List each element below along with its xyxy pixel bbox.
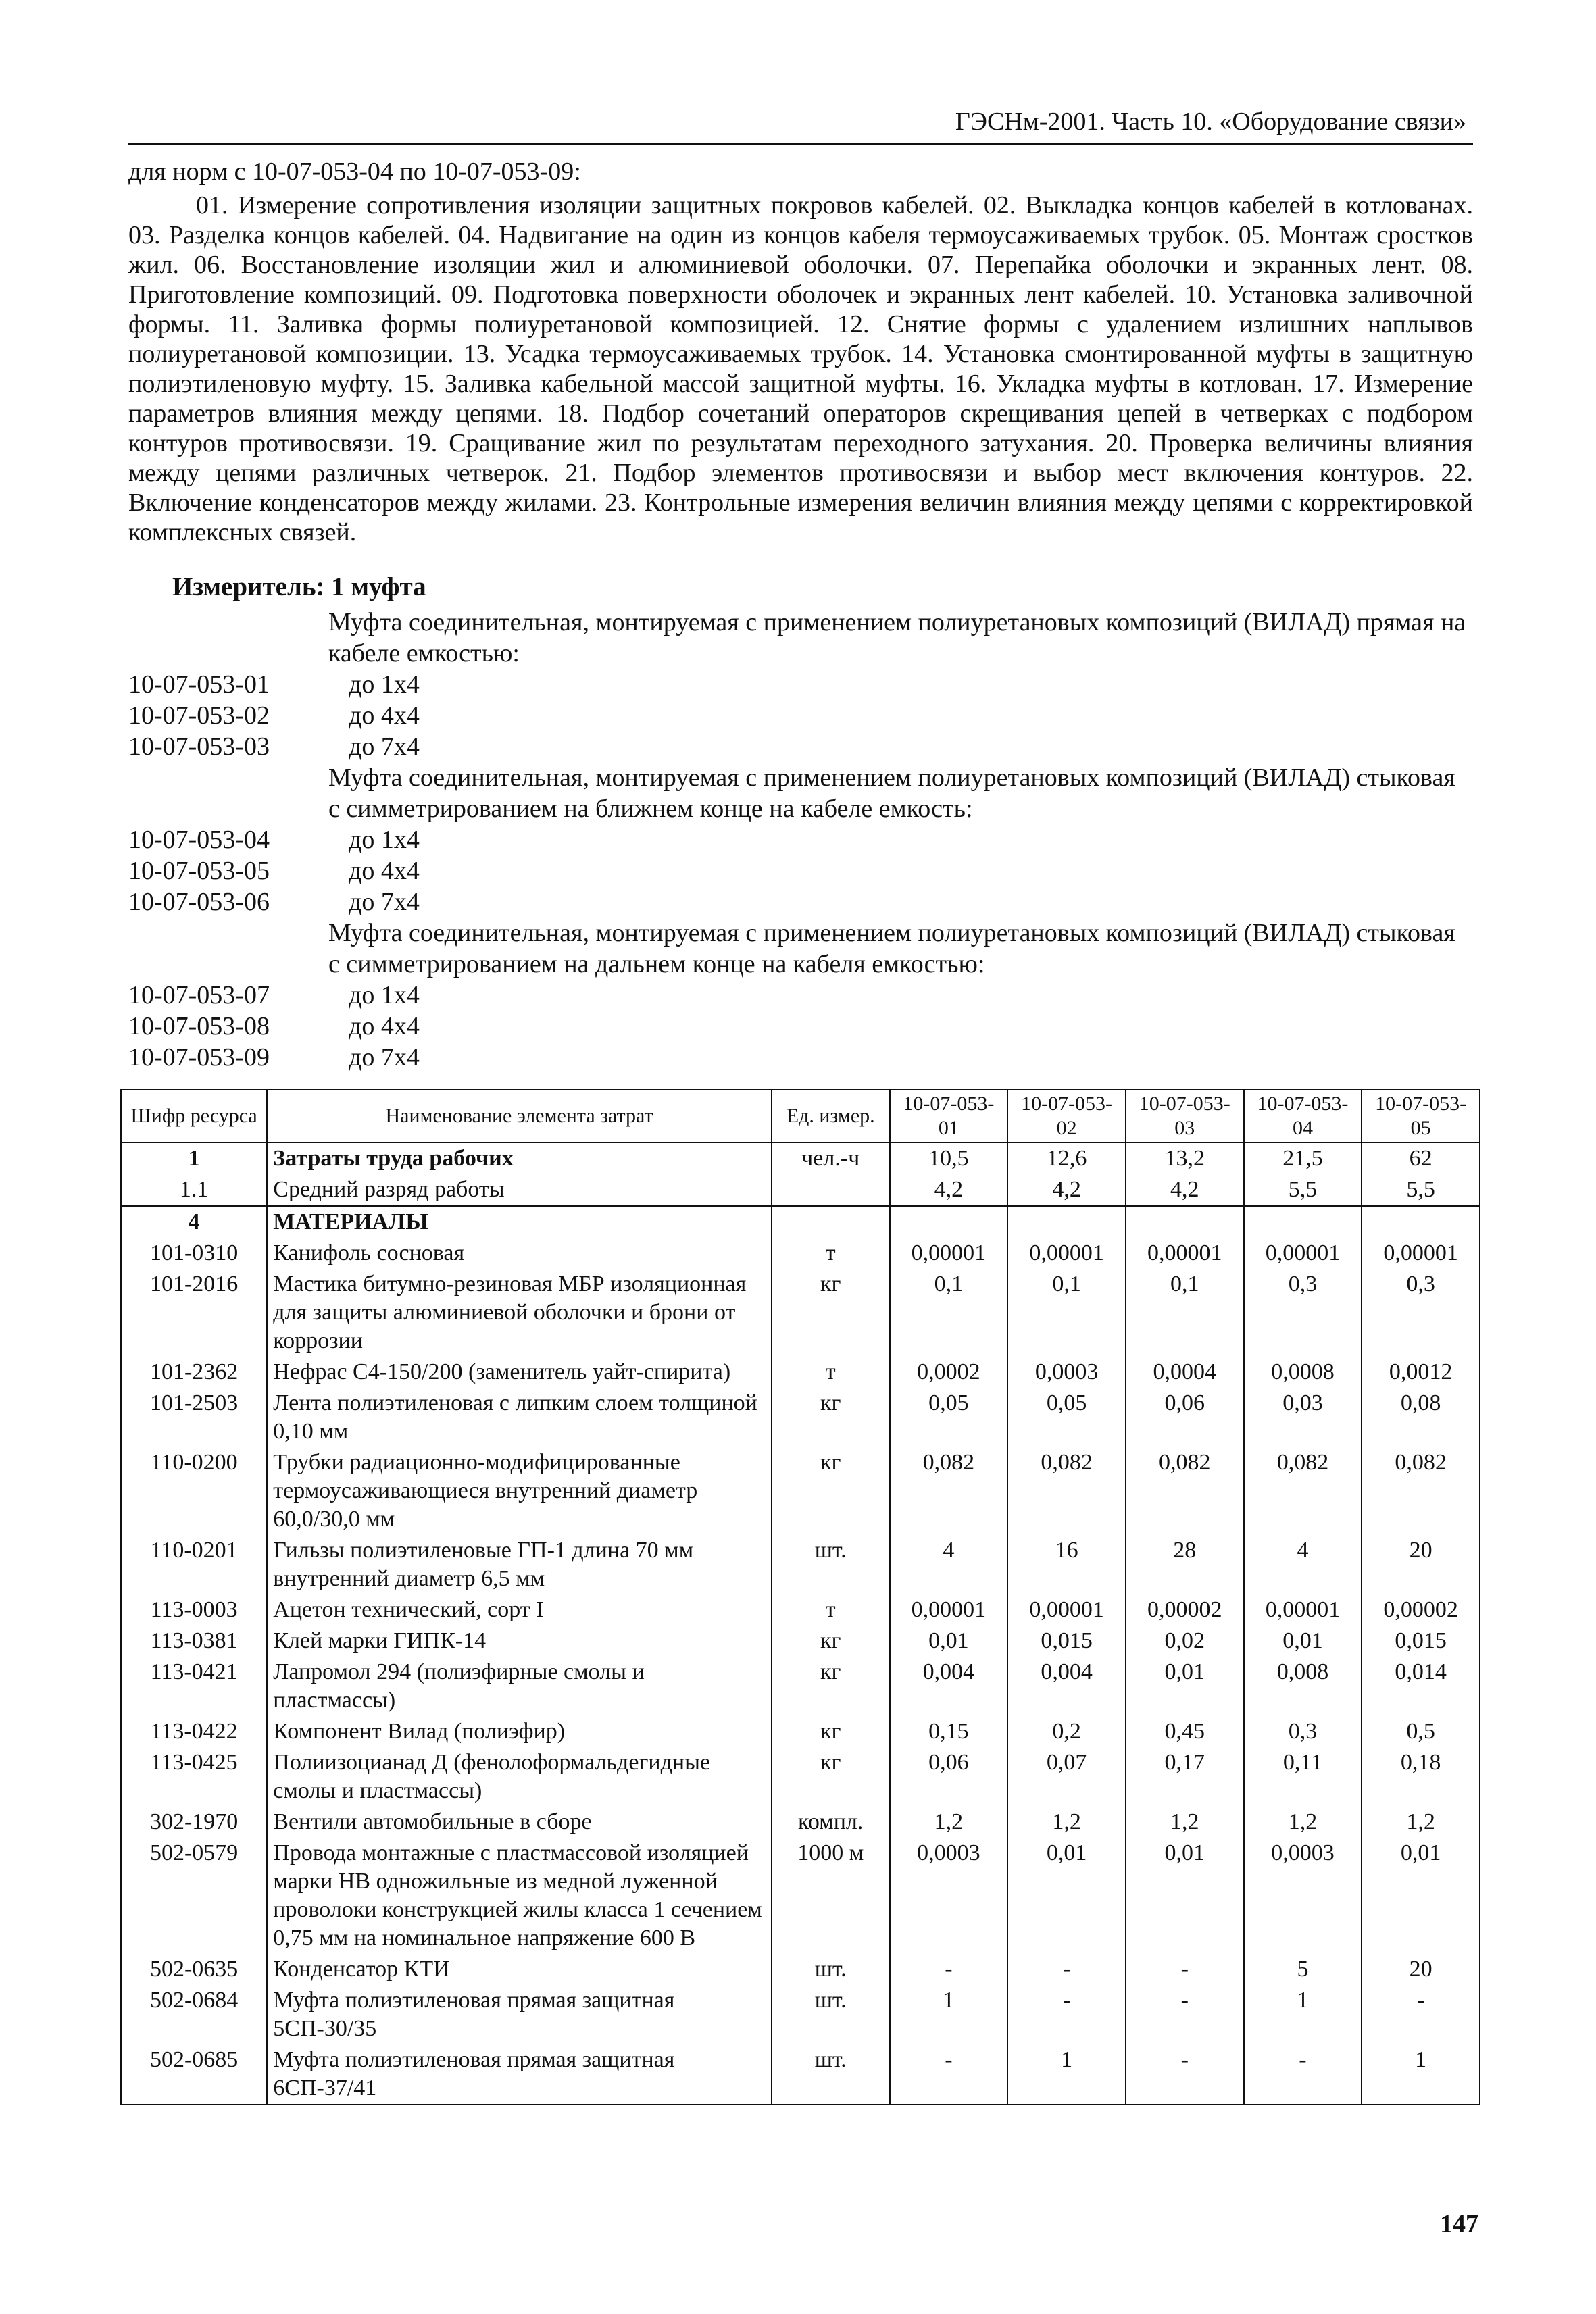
resource-unit: шт.: [772, 1954, 890, 1985]
norm-value: 0,45: [1126, 1716, 1244, 1747]
norm-value: 28: [1126, 1535, 1244, 1594]
norm-value: 0,18: [1362, 1747, 1480, 1807]
norm-value: -: [1126, 1985, 1244, 2044]
table-row: [121, 1985, 1480, 2044]
table-row: [121, 1357, 1480, 1388]
table-row: [121, 1142, 1480, 1174]
norm-value: 1,2: [1007, 1807, 1126, 1838]
norm-value: 0,014: [1362, 1657, 1480, 1716]
col-header-norm: 10-07-053-03: [1126, 1090, 1244, 1142]
table-row: [121, 1716, 1480, 1747]
resource-unit: т: [772, 1238, 890, 1269]
table-row: [121, 1447, 1480, 1535]
resource-code: 502-0635: [121, 1954, 267, 1985]
table-row: [121, 2044, 1480, 2105]
norm-value: 5,5: [1244, 1174, 1362, 1206]
resource-name: Муфта полиэтиленовая прямая защитная 5СП-30/35: [267, 1985, 772, 2044]
col-header-norm: 10-07-053-04: [1244, 1090, 1362, 1142]
table-row: [121, 1535, 1480, 1594]
norm-value: 0,01: [1126, 1657, 1244, 1716]
norm-value: [890, 1206, 1008, 1238]
norm-value: 0,01: [1362, 1838, 1480, 1954]
norm-value: 5: [1244, 1954, 1362, 1985]
resource-code: 113-0421: [121, 1657, 267, 1716]
norm-value: -: [1362, 1985, 1480, 2044]
resource-code: 4: [121, 1206, 267, 1238]
resource-code: 502-0684: [121, 1985, 267, 2044]
table-row: [121, 1269, 1480, 1357]
norm-value: -: [1126, 1954, 1244, 1985]
norm-value: 4: [890, 1535, 1008, 1594]
table-row: [121, 1388, 1480, 1447]
norm-value: 0,3: [1244, 1716, 1362, 1747]
meter-label: Измеритель: 1 муфта: [172, 572, 426, 601]
group-description: Муфта соединительная, монтируемая с применением полиуретановых композиций (ВИЛАД) прямая на кабеле емкостью:: [328, 608, 1466, 668]
norm-value: 62: [1362, 1142, 1480, 1174]
norm-value: 0,0003: [1244, 1838, 1362, 1954]
norm-code: 10-07-053-04: [128, 826, 270, 854]
norm-value: 0,082: [890, 1447, 1008, 1535]
norm-value: [1007, 1206, 1126, 1238]
resource-unit: 1000 м: [772, 1838, 890, 1954]
intro-section: [128, 157, 1473, 547]
norm-value: 1: [1362, 2044, 1480, 2105]
norm-group: [128, 607, 1473, 762]
norm-value: 0,01: [1126, 1838, 1244, 1954]
norm-value: [1244, 1206, 1362, 1238]
resource-unit: шт.: [772, 1985, 890, 2044]
resource-name: Полиизоцианад Д (фенолоформальдегидные смолы и пластмассы): [267, 1747, 772, 1807]
norm-size: до 7х4: [349, 888, 420, 916]
norm-value: 0,1: [1007, 1269, 1126, 1357]
table-row: [121, 1657, 1480, 1716]
table-row: [121, 1954, 1480, 1985]
col-header-unit: Ед. измер.: [772, 1090, 890, 1142]
table-row: [121, 1838, 1480, 1954]
resource-name: Клей марки ГИПК-14: [267, 1626, 772, 1657]
norm-value: 4,2: [890, 1174, 1008, 1206]
table-row: [121, 1238, 1480, 1269]
resource-code: 502-0685: [121, 2044, 267, 2105]
resource-name: Конденсатор КТИ: [267, 1954, 772, 1985]
norm-value: 0,004: [1007, 1657, 1126, 1716]
norm-value: 0,00001: [1126, 1238, 1244, 1269]
resource-name: Муфта полиэтиленовая прямая защитная 6СП-37/41: [267, 2044, 772, 2105]
resource-code: 302-1970: [121, 1807, 267, 1838]
resource-name: Средний разряд работы: [267, 1174, 772, 1206]
norm-size: до 7х4: [349, 1043, 420, 1072]
norm-value: 1: [1244, 1985, 1362, 2044]
resource-name: Канифоль сосновая: [267, 1238, 772, 1269]
table-header-row: [121, 1090, 1480, 1142]
norm-value: 1: [1007, 2044, 1126, 2105]
resource-name: Затраты труда рабочих: [267, 1142, 772, 1174]
norm-code: 10-07-053-07: [128, 981, 270, 1009]
norm-groups: [128, 607, 1473, 1073]
resource-name: Нефрас С4-150/200 (заменитель уайт-спирита): [267, 1357, 772, 1388]
table-row: [121, 1747, 1480, 1807]
norm-value: 0,082: [1244, 1447, 1362, 1535]
norm-row: [128, 855, 1473, 886]
norm-value: 0,1: [1126, 1269, 1244, 1357]
norm-value: 0,06: [1126, 1388, 1244, 1447]
table-row: [121, 1626, 1480, 1657]
norm-row: [128, 886, 1473, 917]
resource-code: 110-0201: [121, 1535, 267, 1594]
norm-value: 0,2: [1007, 1716, 1126, 1747]
resource-cost-table: [120, 1089, 1480, 2105]
col-header-name: Наименование элемента затрат: [267, 1090, 772, 1142]
norm-value: 0,00001: [1244, 1238, 1362, 1269]
norm-value: 0,5: [1362, 1716, 1480, 1747]
norm-row: [128, 700, 1473, 731]
resource-unit: компл.: [772, 1807, 890, 1838]
norm-row: [128, 731, 1473, 762]
col-header-norm: 10-07-053-05: [1362, 1090, 1480, 1142]
norm-row: [128, 1011, 1473, 1042]
norm-code: 10-07-053-08: [128, 1012, 270, 1040]
norm-size: до 4х4: [349, 701, 420, 730]
resource-name: Вентили автомобильные в сборе: [267, 1807, 772, 1838]
resource-name: Компонент Вилад (полиэфир): [267, 1716, 772, 1747]
resource-unit: кг: [772, 1657, 890, 1716]
norm-value: 4: [1244, 1535, 1362, 1594]
resource-code: 502-0579: [121, 1838, 267, 1954]
table-body: [121, 1142, 1480, 2105]
resource-unit: шт.: [772, 2044, 890, 2105]
norm-code: 10-07-053-02: [128, 701, 270, 730]
col-header-norm: 10-07-053-02: [1007, 1090, 1126, 1142]
norm-value: 0,004: [890, 1657, 1008, 1716]
norm-value: 20: [1362, 1954, 1480, 1985]
operations-paragraph: 01. Измерение сопротивления изоляции защитных покровов кабелей. 02. Выкладка концов кабелей в котлованах. 03. Разделка концов кабелей. 04. Надвигание на один из концов кабеля термоусаживаемых трубок. 05. Монтаж сростков жил. 06. Восстановление изоляции жил и алюминиевой оболочки. 07. Перепайка оболочки и экранных лент. 08. Приготовление композиций. 09. Подготовка поверхности оболочек и экранных лент кабелей. 10. Установка заливочной формы. 11. Заливка формы полиуретановой композицией. 12. Снятие формы с удалением излишних наплывов полиуретановой композиции. 13. Усадка термоусаживаемых трубок. 14. Установка смонтированной муфты в защитную полиэтиленовую муфту. 15. Заливка кабельной массой защитной муфты. 16. Укладка муфты в котлован. 17. Измерение параметров влияния между цепями. 18. Подбор сочетаний операторов скрещивания цепей в четверках с подбором контуров противосвязи. 19. Сращивание жил по результатам переходного затухания. 20. Проверка величины влияния между цепями различных четверок. 21. Подбор элементов противосвязи и выбор мест включения контуров. 22. Включение конденсаторов между жилами. 23. Контрольные измерения величин влияния между цепями с корректировкой комплексных связей.: [128, 191, 1473, 547]
norm-value: 0,03: [1244, 1388, 1362, 1447]
norm-value: 0,015: [1007, 1626, 1126, 1657]
norm-value: 1,2: [1362, 1807, 1480, 1838]
resource-unit: т: [772, 1357, 890, 1388]
norm-value: 0,05: [1007, 1388, 1126, 1447]
norm-code: 10-07-053-05: [128, 857, 270, 885]
resource-name: Ацетон технический, сорт I: [267, 1594, 772, 1626]
resource-unit: кг: [772, 1388, 890, 1447]
norm-size: до 7х4: [349, 732, 420, 761]
norm-value: 0,082: [1007, 1447, 1126, 1535]
norm-value: 0,00002: [1362, 1594, 1480, 1626]
resource-code: 101-0310: [121, 1238, 267, 1269]
norm-value: [1126, 1206, 1244, 1238]
norm-value: -: [1126, 2044, 1244, 2105]
resource-unit: кг: [772, 1716, 890, 1747]
norm-value: 0,17: [1126, 1747, 1244, 1807]
norm-value: 5,5: [1362, 1174, 1480, 1206]
resource-code: 1: [121, 1142, 267, 1174]
norm-value: 10,5: [890, 1142, 1008, 1174]
norm-value: 0,00001: [890, 1594, 1008, 1626]
resource-code: 101-2362: [121, 1357, 267, 1388]
resource-code: 113-0425: [121, 1747, 267, 1807]
resource-unit: чел.-ч: [772, 1142, 890, 1174]
running-header: ГЭСНм-2001. Часть 10. «Оборудование связи»: [955, 107, 1466, 136]
col-header-code: Шифр ресурса: [121, 1090, 267, 1142]
group-description: Муфта соединительная, монтируемая с применением полиуретановых композиций (ВИЛАД) стыковая с симметрированием на дальнем конце на кабеля емкостью:: [328, 919, 1455, 978]
resource-unit: кг: [772, 1447, 890, 1535]
norm-size: до 1х4: [349, 670, 420, 699]
norm-value: 21,5: [1244, 1142, 1362, 1174]
norm-row: [128, 980, 1473, 1011]
norm-value: 0,3: [1244, 1269, 1362, 1357]
norm-value: -: [1007, 1954, 1126, 1985]
norm-value: 0,00001: [1362, 1238, 1480, 1269]
resource-unit: шт.: [772, 1535, 890, 1594]
norm-value: 12,6: [1007, 1142, 1126, 1174]
resource-code: 113-0422: [121, 1716, 267, 1747]
resource-unit: [772, 1206, 890, 1238]
resource-code: 113-0381: [121, 1626, 267, 1657]
norm-group: [128, 762, 1473, 917]
norm-row: [128, 824, 1473, 855]
norm-row: [128, 669, 1473, 700]
resource-code: 113-0003: [121, 1594, 267, 1626]
norm-value: 0,00001: [1244, 1594, 1362, 1626]
norm-value: 1: [890, 1985, 1008, 2044]
norm-value: 0,0003: [1007, 1357, 1126, 1388]
norm-value: 0,01: [1007, 1838, 1126, 1954]
norm-value: 0,3: [1362, 1269, 1480, 1357]
norm-value: 0,00001: [1007, 1594, 1126, 1626]
norm-code: 10-07-053-09: [128, 1043, 270, 1072]
table-row: [121, 1594, 1480, 1626]
norm-value: 0,15: [890, 1716, 1008, 1747]
table-row: [121, 1206, 1480, 1238]
norm-value: 0,07: [1007, 1747, 1126, 1807]
resource-unit: кг: [772, 1626, 890, 1657]
norm-value: 0,00002: [1126, 1594, 1244, 1626]
norm-value: -: [890, 2044, 1008, 2105]
resource-unit: кг: [772, 1269, 890, 1357]
norm-value: 0,08: [1362, 1388, 1480, 1447]
norm-value: 0,082: [1362, 1447, 1480, 1535]
resource-unit: [772, 1174, 890, 1206]
norm-value: -: [890, 1954, 1008, 1985]
norm-value: 0,082: [1126, 1447, 1244, 1535]
norm-value: 0,00001: [1007, 1238, 1126, 1269]
resource-name: Трубки радиационно-модифицированные термоусаживающиеся внутренний диаметр 60,0/30,0 мм: [267, 1447, 772, 1535]
norm-value: 1,2: [1126, 1807, 1244, 1838]
table-row: [121, 1807, 1480, 1838]
resource-name: Гильзы полиэтиленовые ГП-1 длина 70 мм внутренний диаметр 6,5 мм: [267, 1535, 772, 1594]
norm-value: 13,2: [1126, 1142, 1244, 1174]
group-description: Муфта соединительная, монтируемая с применением полиуретановых композиций (ВИЛАД) стыковая с симметрированием на ближнем конце на кабеле емкость:: [328, 763, 1455, 823]
resource-name: Мастика битумно-резиновая МБР изоляционная для защиты алюминиевой оболочки и брони от коррозии: [267, 1269, 772, 1357]
norm-size: до 4х4: [349, 1012, 420, 1040]
resource-unit: т: [772, 1594, 890, 1626]
norm-value: 0,11: [1244, 1747, 1362, 1807]
norm-value: 0,00001: [890, 1238, 1008, 1269]
norm-value: 0,0003: [890, 1838, 1008, 1954]
norm-value: 0,015: [1362, 1626, 1480, 1657]
resource-name: МАТЕРИАЛЫ: [267, 1206, 772, 1238]
norm-value: 0,01: [890, 1626, 1008, 1657]
norm-value: 1,2: [890, 1807, 1008, 1838]
norm-code: 10-07-053-01: [128, 670, 270, 699]
norm-value: 0,0004: [1126, 1357, 1244, 1388]
col-header-norm: 10-07-053-01: [890, 1090, 1008, 1142]
resource-code: 101-2503: [121, 1388, 267, 1447]
resource-name: Лапромол 294 (полиэфирные смолы и пластмассы): [267, 1657, 772, 1716]
resource-code: 110-0200: [121, 1447, 267, 1535]
norm-value: 0,01: [1244, 1626, 1362, 1657]
norm-row: [128, 1042, 1473, 1073]
norm-value: 4,2: [1126, 1174, 1244, 1206]
norm-code: 10-07-053-03: [128, 732, 270, 761]
norm-value: 0,05: [890, 1388, 1008, 1447]
norm-group: [128, 917, 1473, 1073]
norm-size: до 1х4: [349, 826, 420, 854]
header-rule: [128, 143, 1473, 145]
resource-name: Провода монтажные с пластмассовой изоляцией марки НВ одножильные из медной луженной проволоки конструкцией жилы класса 1 сечением 0,75 мм на номинальное напряжение 600 В: [267, 1838, 772, 1954]
norm-value: 0,06: [890, 1747, 1008, 1807]
norm-value: 4,2: [1007, 1174, 1126, 1206]
norm-value: -: [1244, 2044, 1362, 2105]
norm-value: 0,008: [1244, 1657, 1362, 1716]
norm-value: 0,0008: [1244, 1357, 1362, 1388]
resource-code: 101-2016: [121, 1269, 267, 1357]
norm-size: до 4х4: [349, 857, 420, 885]
norm-value: 0,0002: [890, 1357, 1008, 1388]
table-row: [121, 1174, 1480, 1206]
norm-range-label: для норм с 10-07-053-04 по 10-07-053-09:: [128, 157, 581, 186]
norm-value: 0,0012: [1362, 1357, 1480, 1388]
norm-value: 1,2: [1244, 1807, 1362, 1838]
norm-value: -: [1007, 1985, 1126, 2044]
norm-value: [1362, 1206, 1480, 1238]
norm-value: 16: [1007, 1535, 1126, 1594]
norm-code: 10-07-053-06: [128, 888, 270, 916]
resource-name: Лента полиэтиленовая с липким слоем толщиной 0,10 мм: [267, 1388, 772, 1447]
norm-size: до 1х4: [349, 981, 420, 1009]
resource-code: 1.1: [121, 1174, 267, 1206]
norm-value: 0,02: [1126, 1626, 1244, 1657]
norm-value: 0,1: [890, 1269, 1008, 1357]
resource-unit: кг: [772, 1747, 890, 1807]
page-number: 147: [1440, 2210, 1478, 2238]
norm-value: 20: [1362, 1535, 1480, 1594]
